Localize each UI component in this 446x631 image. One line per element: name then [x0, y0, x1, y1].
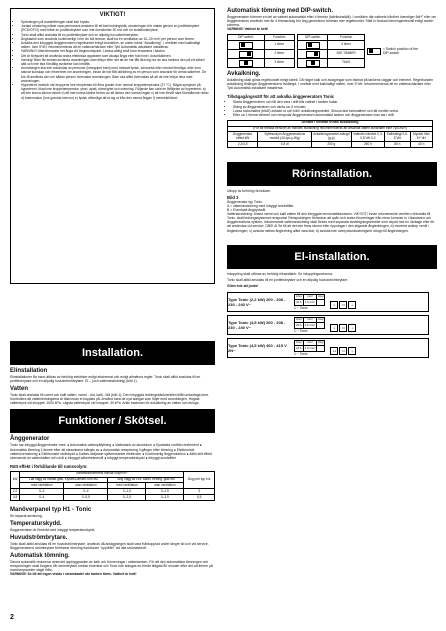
col-amp: Amp — [296, 317, 302, 322]
cell: 0–2,5 — [146, 489, 184, 495]
automatisk-heading: Automatisk tömning. — [10, 553, 70, 560]
cell: 2,5 mm² — [304, 322, 316, 327]
col-mm: mm² — [303, 294, 316, 300]
funktioner-banner: Funktioner / Skötsel. — [10, 409, 215, 433]
cell — [317, 323, 325, 329]
cell: 40 h — [410, 142, 432, 148]
cell: 250 h — [351, 142, 385, 148]
dip-text: Ånggeneratorn tömmer en del av vattnet automatiskt efter 4 timmar (fabriksinställt). I områden där vattnets hårdhet överstiger 5dH° eller om ånggeneratorn används mer än 4 timmar/dag bör ång-generatorn tömmas mer regelbundet. Ställ in önskad tömningsintervall enligt switch schema. — [227, 15, 437, 28]
dip-switch — [228, 59, 265, 68]
col-awg: Awg — [318, 294, 324, 299]
drifttid-title: Drifttid i timmar innan avkalkning — [228, 120, 433, 126]
cell: 80 h — [385, 142, 410, 148]
manover-heading: Manöverpanel typ H1 - Tonic — [10, 506, 92, 513]
cell: 0–3,5 — [146, 495, 184, 501]
bild-sub: Ånggenerator typ Tonic. — [227, 199, 263, 204]
rorinstallation-banner: Rörinstallation. — [227, 162, 437, 186]
table-row — [228, 142, 433, 148]
circuit-label: Type Tonic (2,2 kW) 200 - 208 - 230 - 240 V~ — [228, 296, 286, 307]
avkalkning-heading: Avkalkning. — [227, 71, 261, 78]
terminal: ⏚ — [348, 324, 356, 332]
tillvagagang-heading: Tillvägagångssätt för att avkalka ånggeneratorn Tonic — [227, 94, 335, 100]
circuit-spec-table — [294, 340, 325, 353]
cell: 0–2,5 — [108, 495, 146, 501]
right-column — [227, 8, 437, 361]
warning-item: • Spänningen på motarfetringen skall inte brytas. — [21, 20, 210, 24]
warning-item: • Hypertermi innebär när kroppens inre temperatur bli flera grader över normal kroppstemperatur (37 °C). Några symptom på hypertermi: ökad inre kroppstemperatur, yrsel, apati, sömnighet och svimning. Följande kan vara en åtföljelse av hypertermi: a) att inte kunna känna värme b) att inte kunna känna behov av att lämna den varma lingan c) att inte förstå nära förestående risker d) fostermakor (hos gravida kvinnor) e) fysisk oförmåga att ta sig ut från den varma ångan f) medvetslöshet. — [21, 83, 210, 100]
col-dip: DIP-switch — [298, 35, 328, 41]
terminal: N — [339, 324, 347, 332]
cell: 0–1,5 — [108, 489, 146, 495]
dip-switch — [298, 59, 328, 68]
left-column — [10, 8, 215, 577]
switch-icon — [306, 51, 320, 58]
col-header: Avkalkningsmedel-mängd (g-p) — [313, 131, 350, 140]
cell: 1,5 mm² — [304, 299, 316, 304]
col-awg: Awg — [318, 317, 324, 322]
temp-text: Ånggeneratorn är försedd med inbyggt temperaturskydd. — [10, 527, 96, 532]
circuit-diagram — [227, 338, 429, 358]
warning-box — [10, 8, 215, 284]
dip-heading: Automatisk tömning med DIP-switch. — [227, 8, 334, 14]
table-row — [11, 495, 215, 501]
circuit-diagram — [227, 315, 429, 335]
warning-item: • Det är förbjudet att använda andra elektriska apparater som akuaja ånga eller fukt inne i duschkabinen. — [21, 54, 210, 58]
terminal: L — [330, 324, 338, 332]
cell: 16 A — [296, 345, 302, 350]
dip-switch — [228, 50, 265, 59]
dip-table-left — [227, 34, 295, 68]
circuit-spec-table — [294, 294, 325, 307]
circuit-label: Type Tonic (4,5 kW) 200 - 208 - 230 - 240 V~ — [228, 319, 286, 330]
col-amp: Amp — [296, 340, 302, 345]
col-kw: kW — [11, 471, 20, 488]
col-heavy: Tung vägg av t.ex. kakel, betong, glas etc. — [108, 477, 184, 483]
bild-heading: Bild 3 — [227, 194, 239, 200]
elinstallation-heading: Elinstallation — [10, 368, 48, 374]
cell: 10 A — [296, 299, 302, 304]
anggenerator-text: Tonic har inbyggd ånggenerator med: ● Automatisk vattenpåfyllning ● Vattentank av aluminium ● Syrafasta rostfria rörelement ● Automatisk tömning 1 timme efter att steamband stängts av ● Automatisk reseptering 4 gånger efter tömning ● Elektroniskt vattenövervakning ● Elektroniskt nivåskydd ● Kalkav-skiljande självrensande elektroder ● Kontinuerlig ångproduktion ● Alltid stilt effekt oberoende av vattenhalten och nivå ● Inbyggd säkerhetsventil ● Inbyggt temperaturskydd ● Inbyggt smutsfilter — [10, 443, 212, 460]
dip-switch — [298, 41, 328, 50]
cell: 250 g — [312, 142, 352, 148]
col-amp: Amp — [296, 294, 302, 299]
effekt-table — [10, 471, 215, 501]
cell: 5,8 dl — [258, 142, 312, 148]
drifttid-subtitle: (För att minska behovet av manuell avkalkning rekommenderas att använda vatten avhärdare eller Tylö:AVR) — [228, 126, 433, 132]
list-item: • Lossa locksmaltra (bild2) avtäckt ut och häll i avkalkningsmedlet. Skruva fast lockmaltern och tät medlet verka. — [233, 109, 437, 113]
warning-item: • Tonic skall alltid anslutas till en jordfelsbrytare och en allpolig huvudströmbrytare. — [21, 33, 210, 37]
warning-item: • Ångbastuh som används kontinuerligt i mer än två timmar, skall ha en ventilation av 10–20 m³/h per person som timme. — [21, 37, 210, 41]
cell: 2 timer — [264, 50, 295, 59]
cell: 1,5 mm² — [304, 345, 316, 350]
switch-icon — [239, 42, 253, 49]
sub-with: med ventilation — [108, 483, 146, 489]
terminal: L1 — [330, 347, 338, 355]
cell: 4,5 — [11, 495, 20, 501]
cell: 3 timer — [264, 59, 295, 68]
circuit-spec: 1 ~ Tonic — [294, 329, 308, 334]
cell — [317, 300, 325, 306]
temp-heading: Temperaturskydd. — [10, 520, 62, 527]
switch-icon — [306, 42, 320, 49]
col-func: Function — [264, 35, 295, 41]
page-number: 2 — [10, 614, 14, 621]
drifttid-table — [227, 120, 433, 148]
automatisk-text: Denna automatik reducerar avsevärt uppbyggnaden av kalk och föroreningar i vattentanken. För att den automatiska tömningen och renspolningen skall fungera, får strömbrytare mellan eluentral och Tonic inte stängas av förrän tidigast 80 minuter efter det att timern på manöverpanelen slagit ifrån. — [10, 560, 213, 573]
switch-icon — [367, 48, 381, 55]
col-awg: Awg — [318, 340, 324, 345]
anggenerator-heading: Ånggenerator — [10, 436, 50, 443]
circuit-spec-table — [294, 317, 325, 330]
dip-table-right — [297, 34, 365, 68]
cell: 3 — [184, 489, 215, 495]
dip-warning: VARNING! Vattnet är hett! — [227, 27, 269, 32]
effekt-heading: Rätt effekt i förhållande till rumsvolym: — [10, 463, 88, 469]
dip-note-text: = Switch position of the DIP-switch — [383, 47, 418, 56]
warning-item: • Anordningen ska inte användas av personer (inbegripet barn) med nedsatt fysisk, sensorisk eller mental förmåga, eller som saknar kunskap och erfarenhet om anordningen, innan de har fått utbildning av en person som ansvarar för deras säkerhet. De bör få använda den om sådan person övervakar anordningen. Barn ska alltid övervakas så att de inte börjar leka med anordningen. — [21, 66, 210, 83]
manover-text: Se separat anvisning. — [10, 513, 43, 518]
col-group: Steambadrummets minsta volym m³ — [20, 471, 184, 477]
list-item: • Efter ca 1 timma tömmer och renspolar ånggeneratorn automatiskt tanken och ånggeneratorn kan tas i drift. — [233, 113, 437, 117]
cell — [317, 346, 325, 352]
switch-icon — [239, 60, 253, 67]
ror-a: A = vattenanslutning med inbyggt smutsfilter. — [227, 204, 295, 208]
cell: 0–3 — [20, 489, 64, 495]
col-dip: DIP-switch — [228, 35, 265, 41]
cell: 4 timer — [328, 41, 365, 50]
installation-banner: Installation. — [10, 341, 215, 365]
cell: 2,2 — [11, 489, 20, 495]
col-years: Ång prel kgr h/s — [184, 471, 215, 488]
cell: 1 timer — [264, 41, 295, 50]
sub-without: utan ventilation — [64, 483, 108, 489]
cell: 2,2/4,5 — [228, 142, 258, 148]
col-header: Ånggenerator effekt kW — [228, 132, 258, 142]
warning-title: VIKTIGT! — [99, 12, 126, 18]
el-text1: Inkoppling skall utföras av behörig elinstallatör. Se inkopplingsschema. — [227, 271, 333, 276]
ror-b: B = Eventualt ångtrycksfil. — [227, 208, 267, 213]
sub-without: utan ventilation — [146, 483, 184, 489]
switch-icon — [306, 60, 320, 67]
list-item: • Starta ånggeneratorn och låt den vara i drift tills vattnet i tanken kokar. — [233, 100, 437, 104]
col-header: Mycket hårt 5+°dH — [410, 132, 432, 142]
terminal: ⏚ — [348, 301, 356, 309]
dip-switch — [298, 50, 328, 59]
col-light: Lätt vägg av härdat glas, Elysee/Daniem-rum etc. — [20, 477, 108, 483]
list-item: • Stäng av ånggeneratorn och vänta ca: 5 minuter. — [233, 105, 437, 109]
col-header: Vattnets hårdhet 0,3-0,6°dH 0-2 — [353, 131, 383, 140]
terminal-block — [329, 316, 356, 334]
terminal: L — [330, 301, 338, 309]
terminal: ⏚ — [348, 347, 356, 355]
vatten-heading: Vatten — [10, 386, 29, 393]
circuit-spec: 1 ~ Tonic — [294, 306, 308, 311]
cell: 0–4 — [20, 495, 64, 501]
terminal: N — [339, 347, 347, 355]
vatten-text: Tonic skall anslutas till varmt och kallt vatten, varmt - röd, kallt - blå (bild 1). Den inbyggda ledningsbäckventilen tillåt undantaga form. Kontrollera att vattenledningarna är täta innan el kopplas på. Använd bara de nya slangar som följer med anordningen. Högsta vattentryck vid inloppet: 1000 kPa. Lägsta vattentryck vid inloppet: 30 kPa. Antis backman för avkalkning av vatten och avlopp. — [10, 393, 210, 406]
cell: 0–5,5 — [64, 495, 108, 501]
col-func: Function — [328, 35, 365, 41]
cell: NIO TIMMER — [328, 50, 365, 59]
cell: TAUS — [328, 59, 365, 68]
terminal: N — [339, 301, 347, 309]
warning-item: • Jordad utrustning måste vara permanent ansluten till ett fast ledningsnät; utrustningen bör matas genom en jordfelsbrytare (RCD/GFCI) med både en jordfelsbrytare som inte överskrider 30 mA och en isolationsbrytare. — [21, 24, 210, 32]
switch-icon — [239, 51, 253, 58]
warning-item: • Varning! Barn får endast använda anordningen utan tillsyn efter det att de har fått lära sig hur de ska hantera den på ett säkert sätt och inte fara förstålig avvikelse kan inträffa. — [21, 58, 210, 66]
col-header: Kalkhaltigt 0,6-5°dH — [385, 132, 410, 142]
terminal-block — [329, 339, 356, 357]
col-header: Syftesvolym Ånggeneratorns modell (40-tyd-p-Wg) — [258, 132, 312, 142]
sub-with: med ventilation — [20, 483, 64, 489]
huvud-text: Tonic skall alltid anslutas till en huvudströmbrytare, används då anläggningen skall vara frånkopplad under längre tid och vid service. Ånggeneratorns strömbrytare förhindrar tömning funktionen "uppifrån" vid alla strömavbrott. — [10, 542, 209, 551]
cell: 0–4 — [64, 489, 108, 495]
ror-text2: Vattenanslutning: Anslut varmt och kallt vatten till den inbyggda termostatblandaren. VIKTIGT! Innan rekommende ventilen rörinstalla till Tonic, skall ledningssystemet renspolas! Renspolningen förhindrar att spån och andra föroreningar från rören kommer in i blandaren och ånggenerations system. Inkommande vattenanslutning skall förses med separata avstängningsventiler som skydd mot ev. läckage eller för att användas vid service. OBS! Ai Se till att det inte finns rännor eller öppningar i den stigande ångledningen, b) montera antiorp ventil i ångledningen, c) avsluta mellan ångledning alltid vara klar, d) avsluta inte överlyckuskvatningsrör utlopp till ångledningen. — [227, 212, 435, 233]
circuit-diagram — [227, 292, 429, 312]
warning-list — [15, 20, 210, 100]
warning-item: • VARNING! Utströmmande het ånga vid ångmunstycket. Lämna aldrig små barn ensamma i bastun. — [21, 49, 210, 53]
terminal-block — [329, 293, 356, 311]
cell: 20 A — [296, 322, 302, 327]
huvud-heading: Huvudströmbrytare. — [10, 535, 68, 542]
col-mm: mm² — [303, 317, 316, 323]
automatisk-warning: VARNING! Se till att ingen vistas i steambadet när tanken töms. Vattnet är hett! — [10, 572, 137, 577]
dip-tables — [227, 34, 437, 68]
dip-switch — [228, 41, 265, 50]
el-text3: Glöm inte att jorda! — [227, 283, 259, 288]
tillvagagang-list — [227, 100, 437, 116]
cell: 5,5 — [184, 495, 215, 501]
ror-text: Utlopp av behörig rörmokare. — [227, 188, 271, 193]
elinstallation-text: Elinstallationer får bara utföras av behörig elektriker enligt elschemat och enligt allmänna regler. Tonic skall alltid anslutas till en jordfelsbrytare och en allpolig huvudströmbrytare. El – (och vattenanslutning) (bild 1). — [10, 375, 201, 384]
circuit-spec: 1 ~ Tonic — [294, 352, 308, 357]
col-mm: mm² — [303, 340, 316, 346]
elinstallation-banner: El-installation. — [227, 245, 437, 269]
dip-note — [367, 34, 422, 68]
circuit-label: Type Tonic (4,5 kW) 400 - 415 V 2N~ — [228, 342, 287, 353]
warning-item: • Avkalka den inbyggda ånggeneratorn regelbundet enligt instruktion, se under rubrik "Avkalkning", i området med kalkhaltigt vatten, över 5°dH, rekommenderas att en vattenavhärdare eller Tylö Automatisk avkalkare installeras. — [21, 41, 210, 49]
el-text2: Tonic skall alltid anslutas till en jordfelsbrytare och en allpolig huvudströmbrytare. — [227, 277, 349, 282]
avkalkning-text: Avkalkning skall göras regelbundet enligt tabell. Då högre kalk och avlagringar som fastnat på tankens väggar och element. Regelbunden avkalkning förlänger ånggeneratorns livslängd. I område med kalkhaltigt vatten, över 5°dH, rekommenderas att en vattenavhärdare eller Tylö Automatisk avkalkare installeras. — [227, 78, 434, 91]
